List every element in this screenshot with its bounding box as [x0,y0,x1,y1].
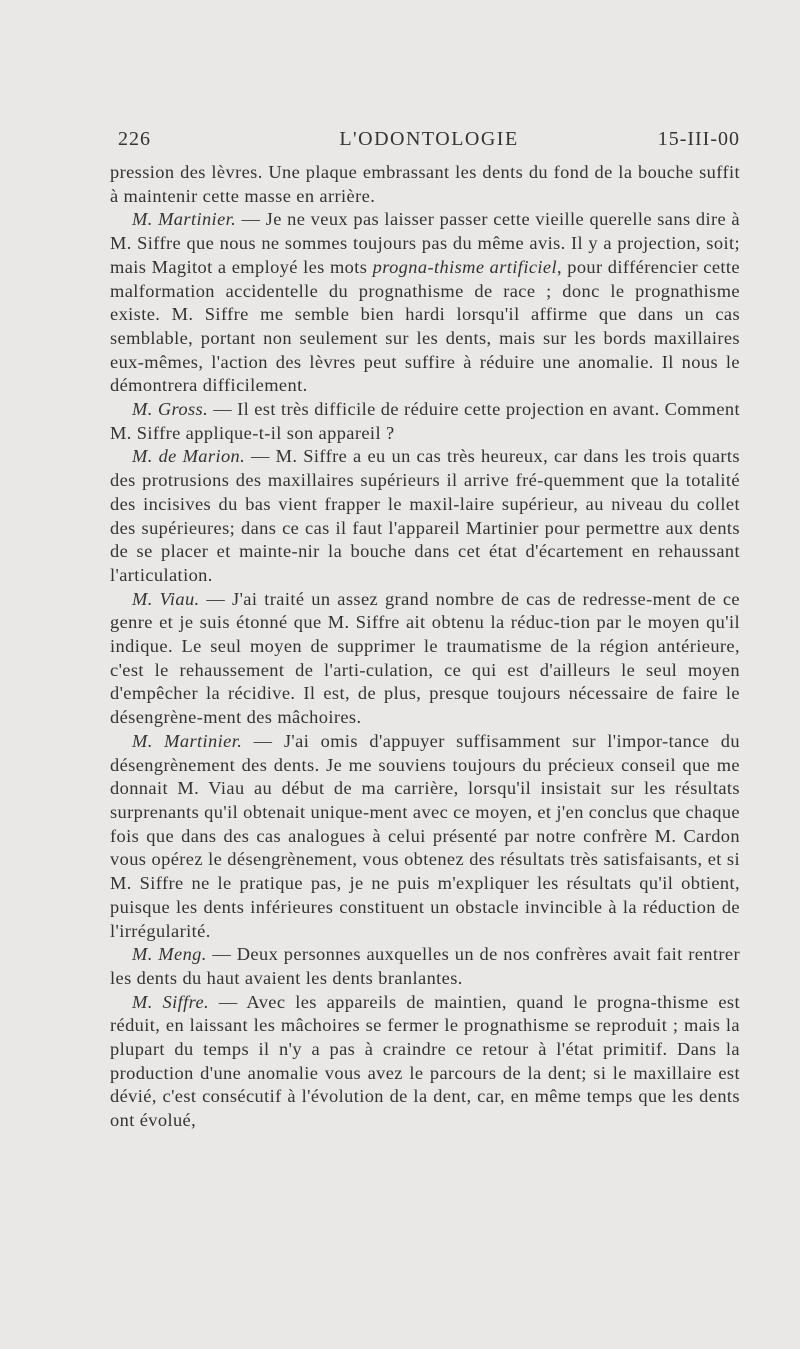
speaker-name: M. Viau. [132,588,200,609]
paragraph: M. Siffre. — Avec les appareils de maintien, quand le progna-thisme est réduit, en laissant les mâchoires se fermer le prognathisme se reproduit ; mais la plupart du temps il n'y a pas à craindre ce retour à l'état primitif. Dans la production d'une anomalie vous avez le parcours de la dent; si le maxillaire est dévié, c'est consécutif à l'évolution de la dent, car, en même temps que les dents ont évolué, [110,991,740,1131]
speaker-name: M. Martinier. [132,730,243,751]
page-header [118,128,740,158]
paragraph: M. Martinier. — Je ne veux pas laisser passer cette vieille querelle sans dire à M. Siffre que nous ne sommes toujours pas du même avis. Il y a projection, soit; mais Magitot a employé les mots progna-thisme artificiel, pour différencier cette malformation accidentelle du prognathisme de race ; donc le prognathisme existe. M. Siffre me semble bien hardi lorsqu'il affirme que dans un cas semblable, portant non seulement sur les dents, mais sur les bords maxillaires eux-mêmes, l'action des lèvres peut suffire à réduire une anomalie. Il nous le démontrera difficilement. [110,209,740,396]
speaker-name: M. Meng. [132,944,207,965]
page-number: 226 [118,128,151,150]
paragraph: M. Viau. — J'ai traité un assez grand nombre de cas de redresse-ment de ce genre et je suis étonné que M. Siffre ait obtenu la réduc-tion par le moyen qu'il indique. Le seul moyen de supprimer le traumatisme de la région antérieure, c'est le rehaussement de l'arti-culation, ce qui est d'ailleurs le seul moyen d'empêcher la récidive. Il est, de plus, presque toujours nécessaire de faire le désengrène-ment des mâchoires. [110,588,740,728]
emphasis-term: progna-thisme artificiel [372,256,557,277]
issue-date: 15-III-00 [657,128,740,150]
speaker-name: M. de Marion. [132,446,246,467]
speaker-name: M. Gross. [132,399,209,420]
speaker-name: M. Martinier. [132,209,237,230]
running-title: L'ODONTOLOGIE [339,128,519,150]
paragraph: M. Martinier. — J'ai omis d'appuyer suffisamment sur l'impor-tance du désengrènement des dents. Je me souviens toujours du précieux conseil que me donnait M. Viau au début de ma carrière, lorsqu'il insistait sur les résultats surprenants qu'il obtenait unique-ment avec ce moyen, et j'en conclus que chaque fois que dans des cas analogues à celui présenté par notre confrère M. Cardon vous opérez le désengrènement, vous obtenez des résultats très satisfaisants, et si M. Siffre ne le pratique pas, je ne puis m'expliquer les résultats qu'il obtient, puisque les dents inférieures constituent un obstacle invincible à la réduction de l'irrégularité. [110,730,740,941]
speaker-name: M. Siffre. [132,991,210,1012]
paragraph: M. Meng. — Deux personnes auxquelles un de nos confrères avait fait rentrer les dents du haut avaient les dents branlantes. [110,944,740,988]
paragraph: M. de Marion. — M. Siffre a eu un cas très heureux, car dans les trois quarts des protrusions des maxillaires supérieurs il arrive fré-quemment que la totalité des incisives du bas vient frapper le maxil-laire supérieur, au niveau du collet des supérieures; dans ce cas il faut l'appareil Martinier pour permettre aux dents de se placer et mainte-nir la bouche dans cet état d'écartement en rehaussant l'articulation. [110,446,740,585]
paragraph: pression des lèvres. Une plaque embrassant les dents du fond de la bouche suffit à maintenir cette masse en arrière. [110,162,740,206]
body-text [110,161,740,1133]
paragraph: M. Gross. — Il est très difficile de réduire cette projection en avant. Comment M. Siffre applique-t-il son appareil ? [110,399,741,443]
